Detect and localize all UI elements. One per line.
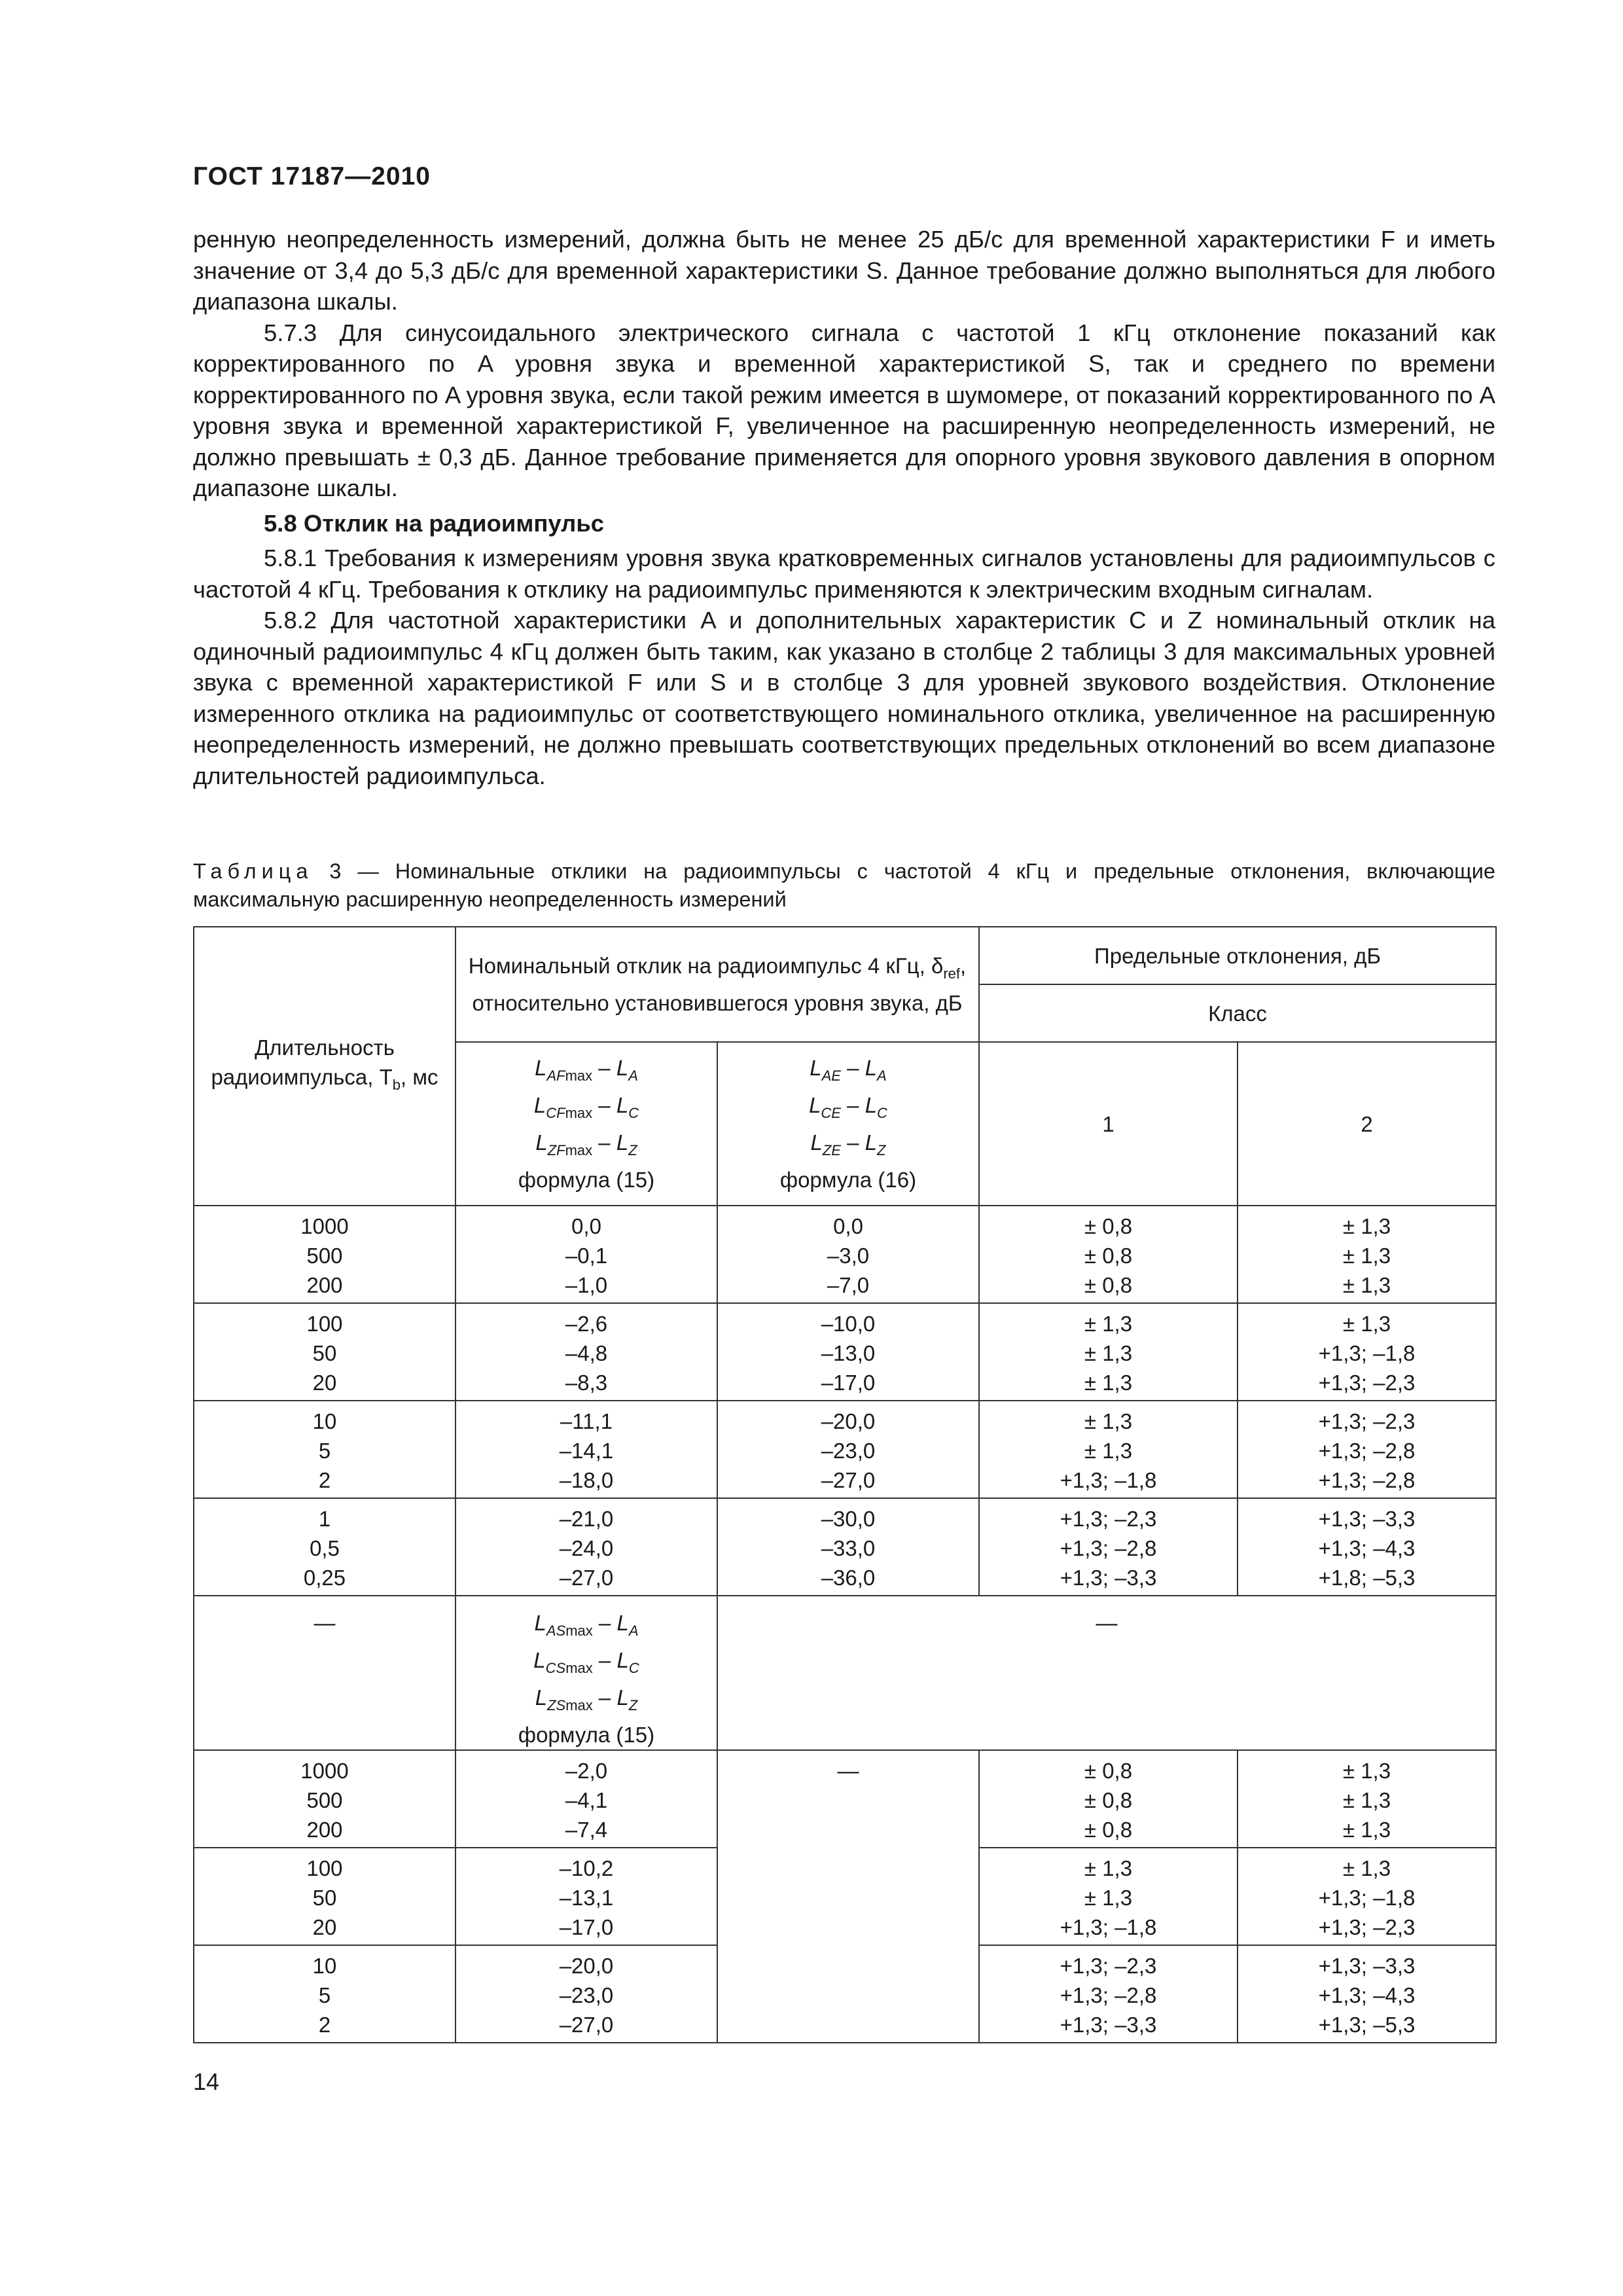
class-2-cell-value: +1,3; –2,8 [1318, 1468, 1416, 1492]
duration-cell-value: 500 [306, 1788, 343, 1812]
fmax-response-cell-value: –24,0 [559, 1536, 614, 1560]
duration-cell-value: 0,5 [310, 1536, 340, 1560]
class-2-cell [1238, 1498, 1496, 1596]
class-2-cell-value: ± 1,3 [1342, 1214, 1391, 1238]
class-2-cell-value: ± 1,3 [1342, 1273, 1391, 1297]
class-2-cell [1238, 1750, 1496, 1848]
table-caption-text: 3 — Номинальные отклики на радиоимпульсы с частотой 4 кГц и предельные отклонения, включающие максимальную расширенную неопределенность измерений [193, 859, 1496, 911]
class-2-cell-value: ± 1,3 [1342, 1312, 1391, 1336]
class-1-cell-value: +1,3; –2,3 [1060, 1507, 1157, 1531]
exposure-response-cell [717, 1401, 979, 1498]
header-formula-15-smax: $L_{ASmax} - L_A$ $L_{CSmax} - L_C$ $L_{ZSmax} - L_Z$ формула (15) [455, 1596, 717, 1750]
duration-cell-value: 100 [306, 1312, 343, 1336]
class-1-cell-value: +1,3; –3,3 [1060, 2013, 1157, 2037]
exposure-response-cell-value: –3,0 [827, 1244, 870, 1268]
class-1-cell-value: ± 1,3 [1084, 1856, 1133, 1880]
class-1-cell-value: ± 0,8 [1084, 1788, 1133, 1812]
class-2-cell [1238, 1303, 1496, 1401]
class-2-cell-value: +1,3; –3,3 [1318, 1954, 1416, 1978]
formula-15-label: формула (15) [518, 1168, 655, 1192]
class-1-cell-value: +1,3; –2,8 [1060, 1983, 1157, 2007]
table-row [194, 1401, 1496, 1498]
class-1-cell [979, 1401, 1238, 1498]
duration-cell [194, 1401, 455, 1498]
duration-cell-value: 1000 [300, 1214, 349, 1238]
paragraph: ренную неопределенность измерений, должна быть не менее 25 дБ/с для временной характеристики F и иметь значение от 3,4 до 5,3 дБ/с для временной характеристики S. Данное требование должно выполняться для любого диапазона шкалы. [193, 226, 1495, 315]
exposure-response-cell-value: –33,0 [821, 1536, 876, 1560]
body-text [193, 224, 1495, 791]
class-2-cell-value: +1,3; –2,3 [1318, 1409, 1416, 1433]
class-1-cell [979, 1498, 1238, 1596]
class-1-cell-value: +1,3; –3,3 [1060, 1566, 1157, 1590]
fmax-response-cell-value: –4,8 [565, 1341, 608, 1365]
header-class: Класс [979, 984, 1496, 1042]
formula-16-label: формула (16) [779, 1168, 917, 1192]
dash-cell: — [717, 1596, 1496, 1750]
class-1-cell-value: ± 0,8 [1084, 1273, 1133, 1297]
duration-cell-value: 1000 [300, 1759, 349, 1783]
exposure-response-cell-value: –27,0 [821, 1468, 876, 1492]
duration-cell-value: 2 [318, 1468, 331, 1492]
paragraph: 5.8.1 Требования к измерениям уровня звука кратковременных сигналов установлены для радиоимпульсов с частотой 4 кГц. Требования к отклику на радиоимпульс применяются к электрическим входным сигналам. [193, 545, 1495, 603]
fmax-response-cell-value: –1,0 [565, 1273, 608, 1297]
class-1-cell-value: ± 0,8 [1084, 1759, 1133, 1783]
duration-cell-value: 20 [312, 1915, 337, 1939]
standard-header: ГОСТ 17187—2010 [193, 162, 431, 190]
duration-cell-value: 10 [312, 1409, 337, 1433]
duration-cell-value: 5 [318, 1439, 331, 1463]
formula-15-label: формула (15) [518, 1723, 655, 1747]
duration-cell-value: 200 [306, 1818, 343, 1842]
header-nominal-response: Номинальный отклик на радиоимпульс 4 кГц, $\delta_{ref}$, относительно установившегося уровня звука, дБ [455, 927, 979, 1042]
exposure-response-cell-value: 0,0 [833, 1214, 863, 1238]
class-1-cell [979, 1848, 1238, 1945]
exposure-response-cell-value: –36,0 [821, 1566, 876, 1590]
class-1-cell-value: ± 1,3 [1084, 1371, 1133, 1395]
page-number: 14 [193, 2068, 220, 2095]
header-formula-16: $L_{AE} - L_A$ $L_{CE} - L_C$ $L_{ZE} - L_Z$ формула (16) [717, 1042, 979, 1206]
class-2-cell-value: ± 1,3 [1342, 1818, 1391, 1842]
duration-cell-value: 100 [306, 1856, 343, 1880]
class-2-cell [1238, 1401, 1496, 1498]
class-1-cell-value: ± 1,3 [1084, 1439, 1133, 1463]
document-page [193, 0, 1495, 2296]
header-class-1: 1 [979, 1042, 1238, 1206]
exposure-response-cell-value: –30,0 [821, 1507, 876, 1531]
class-2-cell-value: +1,8; –5,3 [1318, 1566, 1416, 1590]
paragraph: 5.7.3 Для синусоидального электрического сигнала с частотой 1 кГц отклонение показаний как корректированного по A уровня звука и временной характеристикой S, так и среднего по времени корректированного по A уровня звука, если такой режим имеется в шумомере, от показаний корректированного по A уровня звука и временной характеристикой F, увеличенное на расширенную неопределенность измерений, не должно превышать ± 0,3 дБ. Данное требование применяется для опорного уровня звукового давления в опорном диапазоне шкалы. [193, 319, 1495, 501]
class-2-cell [1238, 1848, 1496, 1945]
smax-response-cell-value: –23,0 [559, 1983, 614, 2007]
fmax-response-cell [455, 1206, 717, 1303]
class-2-cell-value: ± 1,3 [1342, 1788, 1391, 1812]
class-2-cell-value: +1,3; –2,3 [1318, 1371, 1416, 1395]
fmax-response-cell-value: –14,1 [559, 1439, 614, 1463]
class-1-cell-value: ± 0,8 [1084, 1214, 1133, 1238]
table-row [194, 1303, 1496, 1401]
class-1-cell [979, 1945, 1238, 2043]
class-1-cell-value: ± 1,3 [1084, 1409, 1133, 1433]
fmax-response-cell-value: –2,6 [565, 1312, 608, 1336]
smax-response-cell [455, 1750, 717, 1848]
class-1-cell-value: +1,3; –2,3 [1060, 1954, 1157, 1978]
duration-cell-value: 50 [312, 1341, 337, 1365]
fmax-response-cell-value: –27,0 [559, 1566, 614, 1590]
duration-cell-value: 5 [318, 1983, 331, 2007]
table-caption-label: Таблица [193, 859, 313, 883]
class-1-cell [979, 1750, 1238, 1848]
class-2-cell-value: ± 1,3 [1342, 1244, 1391, 1268]
duration-cell-value: 20 [312, 1371, 337, 1395]
class-1-cell-value: +1,3; –2,8 [1060, 1536, 1157, 1560]
class-2-cell-value: +1,3; –2,8 [1318, 1439, 1416, 1463]
exposure-response-cell-value: –23,0 [821, 1439, 876, 1463]
class-1-cell-value: +1,3; –1,8 [1060, 1468, 1157, 1492]
header-duration: Длительность радиоимпульса, $T_b$, мс [194, 927, 455, 1206]
class-2-cell-value: ± 1,3 [1342, 1856, 1391, 1880]
class-1-cell-value: ± 1,3 [1084, 1312, 1133, 1336]
class-2-cell-value: +1,3; –2,3 [1318, 1915, 1416, 1939]
class-1-cell [979, 1206, 1238, 1303]
exposure-response-cell [717, 1498, 979, 1596]
duration-cell [194, 1750, 455, 1848]
class-1-cell-value: ± 0,8 [1084, 1244, 1133, 1268]
fmax-response-cell [455, 1303, 717, 1401]
class-1-cell [979, 1303, 1238, 1401]
dash-cell: — [717, 1750, 979, 2043]
duration-cell-value: 0,25 [303, 1566, 346, 1590]
class-2-cell-value: +1,3; –1,8 [1318, 1341, 1416, 1365]
duration-cell [194, 1945, 455, 2043]
header-class-2: 2 [1238, 1042, 1496, 1206]
exposure-response-cell-value: –10,0 [821, 1312, 876, 1336]
class-2-cell-value: ± 1,3 [1342, 1759, 1391, 1783]
fmax-response-cell [455, 1498, 717, 1596]
duration-cell [194, 1303, 455, 1401]
class-2-cell [1238, 1206, 1496, 1303]
duration-cell-value: 1 [318, 1507, 331, 1531]
smax-response-cell-value: –4,1 [565, 1788, 608, 1812]
class-1-cell-value: +1,3; –1,8 [1060, 1915, 1157, 1939]
smax-response-cell-value: –20,0 [559, 1954, 614, 1978]
exposure-response-cell-value: –20,0 [821, 1409, 876, 1433]
fmax-response-cell [455, 1401, 717, 1498]
duration-cell-value: 50 [312, 1886, 337, 1910]
table-row [194, 1498, 1496, 1596]
fmax-response-cell-value: 0,0 [571, 1214, 601, 1238]
exposure-response-cell [717, 1303, 979, 1401]
fmax-response-cell-value: –21,0 [559, 1507, 614, 1531]
smax-response-cell [455, 1945, 717, 2043]
smax-response-cell-value: –13,1 [559, 1886, 614, 1910]
exposure-response-cell-value: –7,0 [827, 1273, 870, 1297]
table-row [194, 1206, 1496, 1303]
fmax-response-cell-value: –8,3 [565, 1371, 608, 1395]
table-caption [193, 857, 1495, 914]
table-3 [193, 926, 1497, 2043]
exposure-response-cell [717, 1206, 979, 1303]
smax-response-cell-value: –2,0 [565, 1759, 608, 1783]
section-heading: 5.8 Отклик на радиоимпульс [264, 509, 605, 537]
smax-response-cell-value: –17,0 [559, 1915, 614, 1939]
class-2-cell-value: +1,3; –1,8 [1318, 1886, 1416, 1910]
duration-cell [194, 1848, 455, 1945]
fmax-response-cell-value: –18,0 [559, 1468, 614, 1492]
class-2-cell-value: +1,3; –4,3 [1318, 1536, 1416, 1560]
duration-cell-value: 500 [306, 1244, 343, 1268]
header-formula-15-fmax: $L_{AFmax} - L_A$ $L_{CFmax} - L_C$ $L_{ZFmax} - L_Z$ формула (15) [455, 1042, 717, 1206]
class-1-cell-value: ± 1,3 [1084, 1341, 1133, 1365]
class-1-cell-value: ± 1,3 [1084, 1886, 1133, 1910]
class-2-cell-value: +1,3; –3,3 [1318, 1507, 1416, 1531]
duration-cell [194, 1206, 455, 1303]
duration-cell-value: 2 [318, 2013, 331, 2037]
exposure-response-cell-value: –17,0 [821, 1371, 876, 1395]
dash-cell: — [194, 1596, 455, 1750]
smax-response-cell-value: –10,2 [559, 1856, 614, 1880]
smax-response-cell-value: –7,4 [565, 1818, 608, 1842]
class-1-cell-value: ± 0,8 [1084, 1818, 1133, 1842]
exposure-response-cell-value: –13,0 [821, 1341, 876, 1365]
class-2-cell [1238, 1945, 1496, 2043]
paragraph: 5.8.2 Для частотной характеристики A и дополнительных характеристик C и Z номинальный отклик на одиночный радиоимпульс 4 кГц должен быть таким, как указано в столбце 2 таблицы 3 для максимальных уровней звука с временной характеристикой F или S и в столбце 3 для уровней звукового воздействия. Отклонение измеренного отклика на радиоимпульс от соответствующего номинального отклика, увеличенное на расширенную неопределенность измерений, не должно превышать соответствующих предельных отклонений во всем диапазоне длительностей радиоимпульса. [193, 607, 1495, 789]
class-2-cell-value: +1,3; –5,3 [1318, 2013, 1416, 2037]
class-2-cell-value: +1,3; –4,3 [1318, 1983, 1416, 2007]
fmax-response-cell-value: –0,1 [565, 1244, 608, 1268]
fmax-response-cell-value: –11,1 [560, 1409, 613, 1433]
duration-cell-value: 200 [306, 1273, 343, 1297]
duration-cell [194, 1498, 455, 1596]
smax-response-cell [455, 1848, 717, 1945]
smax-response-cell-value: –27,0 [559, 2013, 614, 2037]
duration-cell-value: 10 [312, 1954, 337, 1978]
header-limit-deviations: Предельные отклонения, дБ [979, 927, 1496, 984]
table-row [194, 1750, 1496, 1848]
